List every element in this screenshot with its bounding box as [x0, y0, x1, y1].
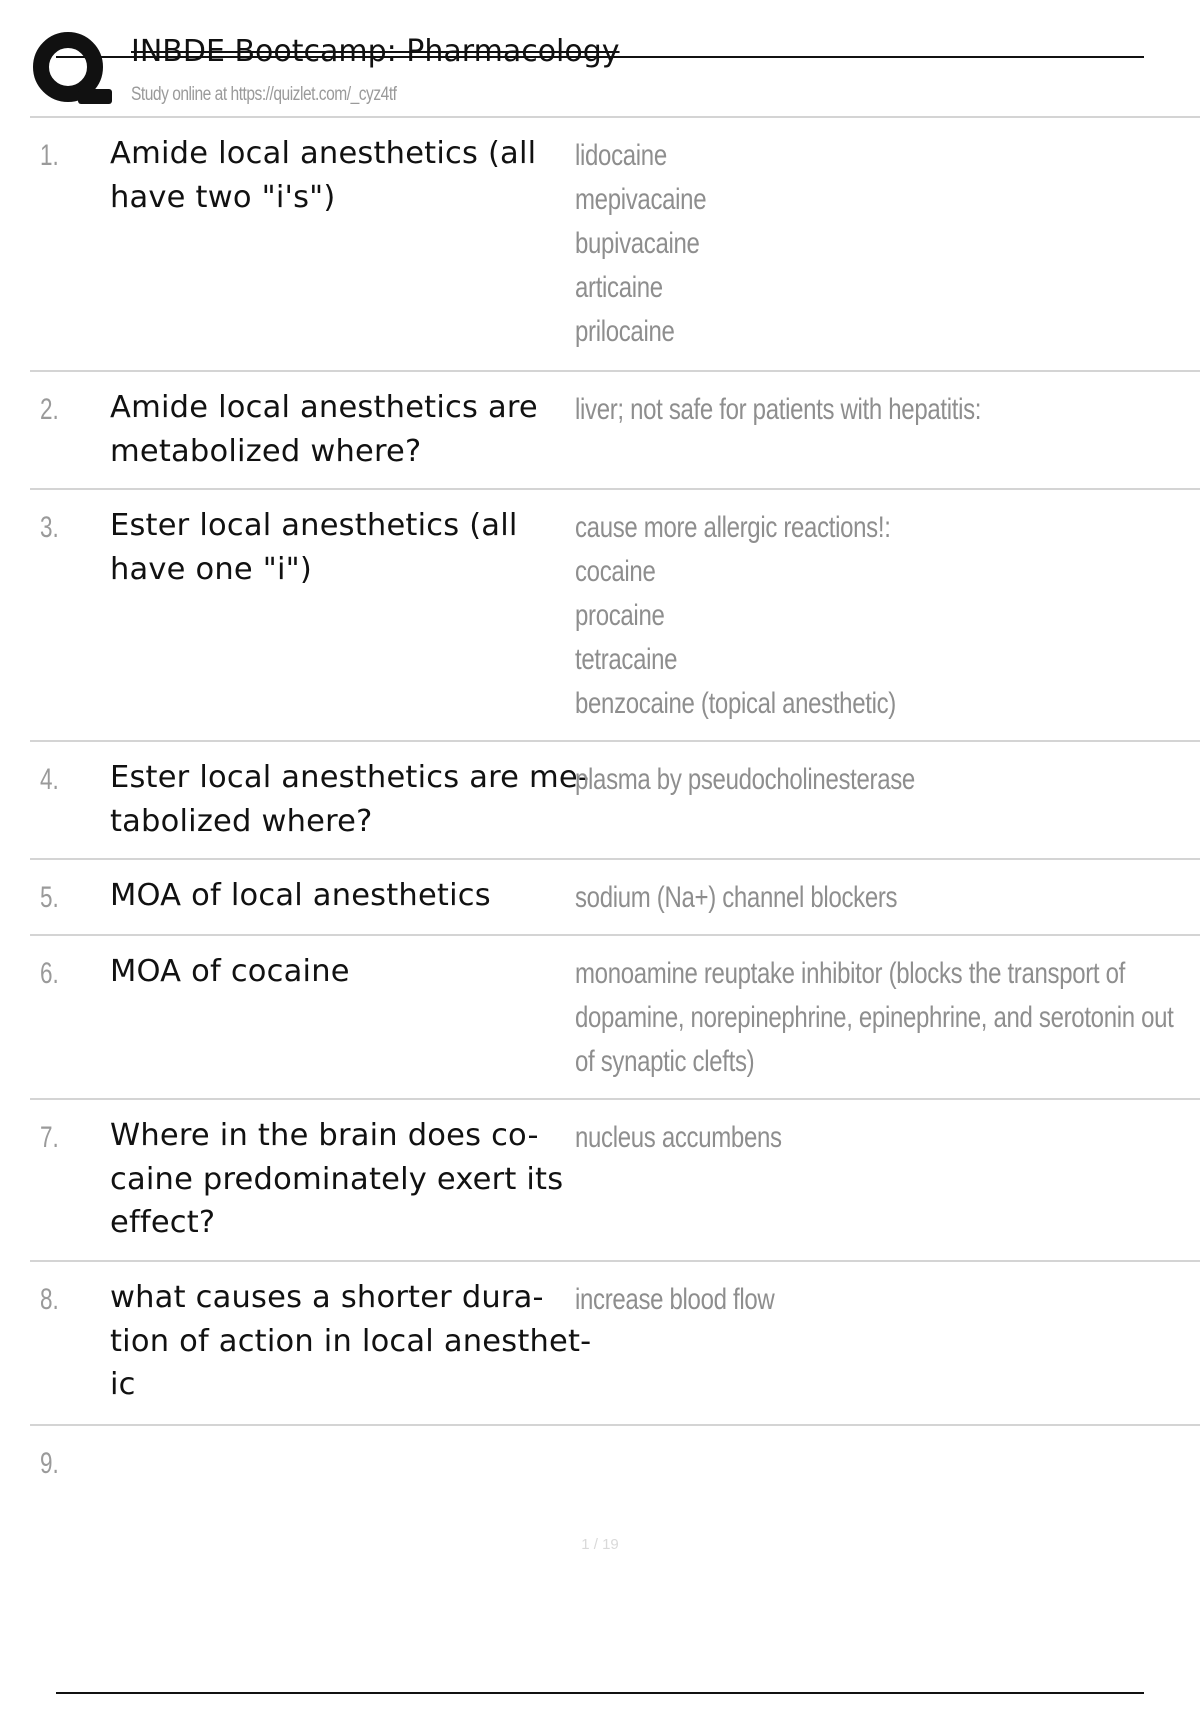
footer-rule [56, 1692, 1144, 1694]
card-number: 2. [40, 393, 59, 426]
card-term-line: have two "i's") [110, 179, 336, 215]
card-definition [575, 388, 1200, 432]
card-number: 6. [40, 957, 59, 990]
card-term [110, 950, 600, 994]
card-definition-line: procaine [575, 599, 665, 632]
flashcard-row [30, 116, 1200, 370]
card-definition-line: monoamine reuptake inhibitor (blocks the transport of [575, 957, 1126, 990]
card-definition-line: nucleus accumbens [575, 1121, 782, 1154]
card-number: 8. [40, 1283, 59, 1316]
card-term [110, 1114, 600, 1245]
card-term-line: tion of action in local anesthet- [110, 1323, 592, 1359]
flashcard-row [30, 488, 1200, 740]
card-number: 7. [40, 1121, 59, 1154]
card-definition-line: cause more allergic reactions!: [575, 511, 891, 544]
card-definition-line: lidocaine [575, 139, 667, 172]
card-term-line: MOA of cocaine [110, 954, 350, 989]
flashcard-row [30, 934, 1200, 1098]
flashcard-row [30, 858, 1200, 934]
card-term [110, 1276, 600, 1407]
document-title: INBDE Bootcamp: Pharmacology [131, 34, 620, 69]
card-definition [575, 876, 1200, 920]
card-definition-line: tetracaine [575, 643, 678, 676]
card-number: 9. [40, 1447, 59, 1480]
page-number: 1 / 19 [581, 1536, 619, 1553]
flashcard-list [30, 116, 1200, 1724]
card-number: 3. [40, 511, 59, 544]
card-term-line: effect? [110, 1205, 216, 1240]
card-definition-line: of synaptic clefts) [575, 1045, 755, 1078]
study-online-link-text: Study online at https://quizlet.com/_cyz4tf [131, 84, 397, 105]
card-definition-line: dopamine, norepinephrine, epinephrine, and serotonin out [575, 1001, 1174, 1034]
card-definition [575, 1116, 1200, 1160]
flashcard-row [30, 1424, 1200, 1724]
flashcard-row [30, 740, 1200, 858]
card-term [110, 756, 600, 843]
card-term [110, 386, 600, 473]
card-definition [575, 134, 1200, 354]
card-definition-line: plasma by pseudocholinesterase [575, 763, 915, 796]
card-definition [575, 952, 1200, 1084]
card-term [110, 504, 600, 591]
flashcard-row [30, 1098, 1200, 1260]
card-term-line: have one "i") [110, 551, 313, 587]
card-term-line: tabolized where? [110, 803, 373, 839]
card-term-line: ic [110, 1367, 136, 1402]
card-definition-line: increase blood flow [575, 1283, 775, 1316]
card-definition-line: liver; not safe for patients with hepatitis: [575, 393, 982, 426]
card-definition-line: bupivacaine [575, 227, 700, 260]
card-term-line: Where in the brain does co- [110, 1118, 539, 1153]
card-term-line: Amide local anesthetics (all [110, 136, 537, 171]
document-header [0, 0, 1200, 120]
card-definition-line: prilocaine [575, 315, 675, 348]
card-definition-line: benzocaine (topical anesthetic) [575, 687, 896, 720]
card-term [110, 874, 600, 918]
card-number: 1. [40, 139, 59, 172]
quizlet-q-logo-icon [32, 31, 112, 113]
card-term-line: caine predominately exert its [110, 1161, 564, 1197]
card-term-line: Ester local anesthetics (all [110, 508, 518, 543]
card-definition [575, 1278, 1200, 1322]
card-term-line: MOA of local anesthetics [110, 878, 491, 913]
card-term-line: Ester local anesthetics are me- [110, 760, 590, 795]
card-definition [575, 758, 1200, 802]
card-definition-line: articaine [575, 271, 663, 304]
card-number: 5. [40, 881, 59, 914]
card-term [110, 132, 600, 219]
card-term-line: metabolized where? [110, 433, 422, 469]
card-definition-line: cocaine [575, 555, 656, 588]
card-number: 4. [40, 763, 59, 796]
card-definition-line: mepivacaine [575, 183, 707, 216]
card-definition-line: sodium (Na+) channel blockers [575, 881, 898, 914]
card-term-line: Amide local anesthetics are [110, 390, 538, 425]
card-definition [575, 506, 1200, 726]
card-term-line: what causes a shorter dura- [110, 1280, 544, 1315]
flashcard-row [30, 1260, 1200, 1424]
flashcard-row [30, 370, 1200, 488]
